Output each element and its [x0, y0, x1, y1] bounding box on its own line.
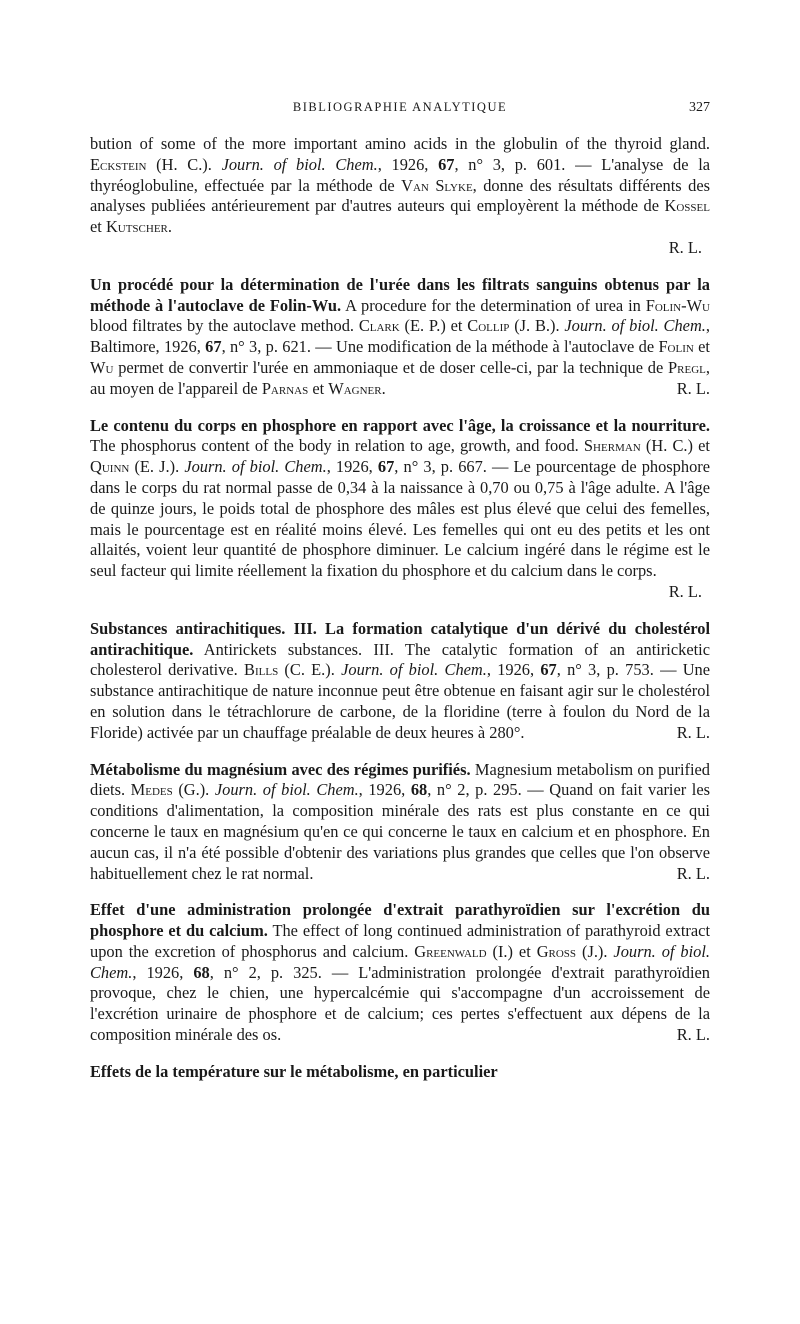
author-name: Bills [244, 660, 279, 680]
volume-number: 67 [540, 660, 557, 680]
bibliography-entry [90, 275, 710, 400]
entry-text: (J.). [576, 941, 614, 961]
author-name: Van Slyke [401, 175, 473, 195]
entry-text: (G.). [172, 780, 215, 800]
entry-text: The phosphorus content of the body in relation to age, growth, and food. [90, 436, 584, 456]
author-name: Greenwald [414, 941, 487, 961]
entry-text: , au moyen de l'appareil de [90, 357, 710, 398]
author-name: Parnas [261, 378, 309, 398]
reviewer-signature: R. L. [676, 1025, 710, 1045]
entry-text: , 1926, [486, 660, 541, 680]
entry-text: permet de convertir l'urée en ammoniaque et de doser celle-ci, par la technique de [113, 357, 669, 377]
reviewer-signature: R. L. [668, 237, 702, 257]
journal-name: Journ. of biol. Chem. [221, 154, 378, 174]
entry-text: . [167, 217, 173, 237]
entry-title: Effets de la température sur le métabolisme, en particulier [90, 1061, 498, 1081]
author-name: Folin-Wu [645, 295, 710, 315]
author-name: Wagner [328, 378, 382, 398]
entry-text: (I.) et [486, 941, 537, 961]
entry-title: Effet d'une administration prolongée d'extrait parathyroïdien sur l'excrétion du phosphore et du calcium. [90, 900, 710, 941]
entry-text: et [693, 337, 710, 357]
entry-text: A procedure for the determination of urea in [341, 295, 646, 315]
entry-text: , n° 3, p. 753. — Une substance antirachitique de nature inconnue peut être obtenue en faisant agir sur le cholestérol en solution dans le tétrachlorure de carbone, de la floridine (terre à foulon du Nord de la Floride) activée par un chauffage préalable de deux heures à 280°. [90, 660, 711, 742]
bibliography-entry [90, 134, 710, 259]
entry-text: (C. E.). [278, 660, 342, 680]
entry-text: (E. J.). [129, 457, 185, 477]
journal-name: Journ. of biol. Chem. [214, 780, 359, 800]
entry-text: , 1926, [132, 962, 194, 982]
bibliography-entry [90, 619, 710, 744]
journal-name: Journ. of biol. Chem. [90, 941, 710, 982]
bibliography-entry [90, 760, 710, 885]
journal-name: Journ. of biol. Chem. [184, 457, 327, 477]
author-name: Kutscher [105, 217, 168, 237]
volume-number: 68 [193, 962, 210, 982]
entry-text: Antirickets substances. III. The catalytic formation of an antiricketic cholesterol derivative. [90, 639, 710, 680]
page-number: 327 [689, 100, 710, 115]
journal-name: Journ. of biol. Chem. [564, 316, 706, 336]
entry-text: , n° 2, p. 295. — Quand on fait varier les conditions d'alimentation, la composition minérale des rats est plus constante en ce qui concerne le taux en magnésium qu'en ce qui concerne le taux en calcium et en phosphore. En aucun cas, il n'a été possible d'obtenir des variations plus grandes que celles que l'on observe habituellement chez le rat normal. [90, 780, 711, 883]
entry-text: (H. C.). [146, 154, 222, 174]
page-header [90, 100, 710, 126]
reviewer-signature: R. L. [676, 378, 710, 398]
entry-text: , n° 3, p. 621. — Une modification de la méthode à l'autoclave de [221, 337, 659, 357]
entry-title: Métabolisme du magnésium avec des régimes purifiés. [90, 759, 471, 779]
entry-title: Le contenu du corps en phosphore en rapport avec l'âge, la croissance et la nourriture. [90, 415, 710, 435]
entry-text: . [381, 378, 386, 398]
author-name: Eckstein [90, 154, 147, 174]
author-name: Medes [130, 780, 173, 800]
entry-text: , 1926, [358, 780, 411, 800]
entry-text: , n° 3, p. 601. — L'analyse de la thyréoglobuline, effectuée par la méthode de [90, 154, 711, 195]
author-name: Pregl [668, 357, 706, 377]
entry-text: blood filtrates by the autoclave method. [90, 316, 359, 336]
entry-text: , n° 3, p. 667. — Le pourcentage de phosphore dans le corps du rat normal passe de 0,34 à la naissance à 0,70 ou 0,75 à l'âge adulte. A l'âge de quinze jours, le poids total de phosphore des mâles est plus élevé que celui des femelles, mais le pourcentage est en réalité moins élevé. Les femelles qui ont eu des petits et les ont allaités, voient leur quantité de phosphore diminuer. Le calcium ingéré dans le régime est le seul facteur qui limite réellement la fixation du phosphore et du calcium dans le corps. [90, 457, 710, 581]
bibliography-entry [90, 900, 710, 1046]
author-name: Quinn [90, 457, 130, 477]
entry-text: , Baltimore, 1926, [90, 316, 710, 357]
author-name: Wu [90, 357, 114, 377]
entry-text: (J. B.). [509, 316, 565, 336]
reviewer-signature: R. L. [676, 863, 710, 883]
author-name: Gross [536, 941, 577, 961]
volume-number: 67 [438, 154, 455, 174]
author-name: Sherman [583, 436, 641, 456]
journal-name: Journ. of biol. Chem. [341, 660, 487, 680]
author-name: Kossel [664, 196, 710, 216]
entry-text: et [308, 378, 329, 398]
entry-text: , 1926, [377, 154, 439, 174]
author-name: Folin [658, 337, 694, 357]
entry-text: (E. P.) et [399, 316, 468, 336]
entry-text: , n° 2, p. 325. — L'administration prolongée d'extrait parathyroïdien provoque, chez le chien, une hypercalcémie qui s'accompagne d'un accroissement de l'excrétion urinaire de phosphore et de calcium; ces pertes s'effectuent aux dépens de la composition minérale des os. [90, 962, 711, 1045]
entry-text: Magnesium metabolism on purified diets. [90, 759, 710, 800]
reviewer-signature: R. L. [676, 722, 710, 742]
entry-title: Substances antirachitiques. III. La formation catalytique d'un dérivé du cholestérol antirachitique. [90, 618, 710, 659]
entry-text: bution of some of the more important amino acids in the globulin of the thyroid gland. [90, 134, 710, 153]
entry-title: Un procédé pour la détermination de l'urée dans les filtrats sanguins obtenus par la méthode à l'autoclave de Folin-Wu. [90, 274, 710, 315]
volume-number: 67 [205, 337, 222, 357]
author-name: Clark [358, 316, 400, 336]
entry-text: The effect of long continued administration of parathyroid extract upon the excretion of phosphorus and calcium. [90, 921, 710, 961]
entry-text: (H. C.) et [640, 436, 710, 456]
running-head: BIBLIOGRAPHIE ANALYTIQUE [292, 100, 508, 114]
author-name: Collip [467, 316, 510, 336]
entry-text: , 1926, [326, 457, 378, 477]
entry-text: et [90, 217, 106, 237]
bibliography-content [90, 134, 710, 1083]
volume-number: 67 [377, 457, 395, 477]
reviewer-signature: R. L. [668, 581, 702, 601]
entry-text: , donne des résultats différents des analyses publiées antérieurement par d'autres auteurs qui employèrent la méthode de [90, 175, 711, 216]
volume-number: 68 [410, 780, 428, 800]
bibliography-entry [90, 416, 710, 603]
